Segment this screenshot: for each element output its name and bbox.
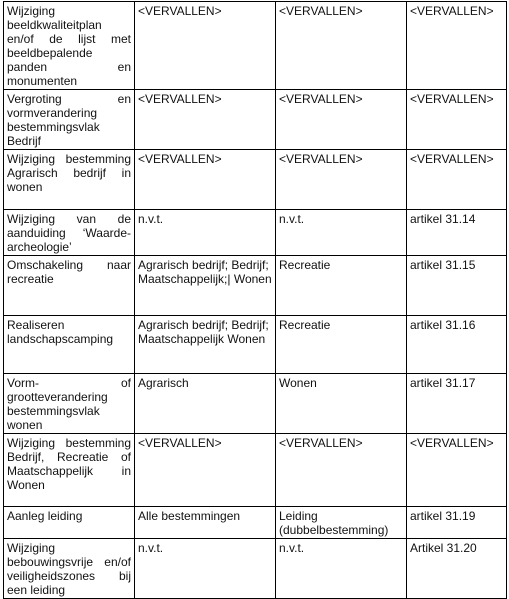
- table-cell-wijziging: Wijziging van de aanduiding ‘Waarde-archeologie’: [4, 210, 135, 256]
- table-cell-wijziging: Wijziging bestemming Agrarisch bedrijf in wonen: [4, 150, 135, 210]
- table-cell-wijziging: Wijziging bestemming Bedrijf, Recreatie of Maatschappelijk in Wonen: [4, 434, 135, 507]
- table-cell-nieuwe-bestemming: n.v.t.: [276, 210, 407, 256]
- table-cell-bestemming: n.v.t.: [135, 210, 276, 256]
- table-cell-wijziging: Vorm- of grootteverandering bestemmingsvlak wonen: [4, 374, 135, 434]
- wijzigingsbevoegdheden-table: [3, 1, 507, 599]
- table-cell-wijziging: Aanleg leiding: [4, 507, 135, 539]
- table-row: [4, 316, 507, 374]
- table-row: [4, 90, 507, 150]
- table-cell-bestemming: <VERVALLEN>: [135, 90, 276, 150]
- table-row: [4, 434, 507, 507]
- table-cell-nieuwe-bestemming: <VERVALLEN>: [276, 2, 407, 90]
- table-cell-bestemming: <VERVALLEN>: [135, 434, 276, 507]
- table-cell-nieuwe-bestemming: <VERVALLEN>: [276, 90, 407, 150]
- table-cell-artikel: Artikel 31.20: [407, 539, 507, 599]
- table-cell-bestemming: <VERVALLEN>: [135, 2, 276, 90]
- table-cell-nieuwe-bestemming: <VERVALLEN>: [276, 150, 407, 210]
- table-cell-artikel: <VERVALLEN>: [407, 2, 507, 90]
- table-row: [4, 256, 507, 316]
- table-cell-nieuwe-bestemming: <VERVALLEN>: [276, 434, 407, 507]
- table-cell-bestemming: Agrarisch: [135, 374, 276, 434]
- table-row: [4, 210, 507, 256]
- table-cell-bestemming: Alle bestemmingen: [135, 507, 276, 539]
- table-cell-artikel: artikel 31.14: [407, 210, 507, 256]
- table-cell-wijziging: Omschakeling naar recreatie: [4, 256, 135, 316]
- table-cell-artikel: <VERVALLEN>: [407, 90, 507, 150]
- table-cell-artikel: artikel 31.19: [407, 507, 507, 539]
- table-cell-artikel: artikel 31.15: [407, 256, 507, 316]
- table-cell-nieuwe-bestemming: Wonen: [276, 374, 407, 434]
- table-cell-wijziging: Wijziging beeldkwaliteitplan en/of de lijst met beeldbepalende panden en monumenten: [4, 2, 135, 90]
- table-row: [4, 539, 507, 599]
- table-cell-nieuwe-bestemming: Recreatie: [276, 316, 407, 374]
- table-cell-wijziging: Realiseren landschapscamping: [4, 316, 135, 374]
- table-row: [4, 374, 507, 434]
- table-cell-wijziging: Wijziging bebouwingsvrije en/of veiligheidszones bij een leiding: [4, 539, 135, 599]
- table-cell-nieuwe-bestemming: Leiding (dubbelbestemming): [276, 507, 407, 539]
- table-cell-bestemming: Agrarisch bedrijf; Bedrijf; Maatschappelijk;| Wonen: [135, 256, 276, 316]
- table-cell-bestemming: n.v.t.: [135, 539, 276, 599]
- table-cell-bestemming: Agrarisch bedrijf; Bedrijf; Maatschappelijk Wonen: [135, 316, 276, 374]
- table-cell-artikel: <VERVALLEN>: [407, 434, 507, 507]
- table-cell-artikel: <VERVALLEN>: [407, 150, 507, 210]
- table-row: [4, 2, 507, 90]
- table-cell-wijziging: Vergroting en vormverandering bestemmingsvlak Bedrijf: [4, 90, 135, 150]
- table-cell-artikel: artikel 31.17: [407, 374, 507, 434]
- table-cell-bestemming: <VERVALLEN>: [135, 150, 276, 210]
- table-row: [4, 507, 507, 539]
- table-cell-artikel: artikel 31.16: [407, 316, 507, 374]
- table-cell-nieuwe-bestemming: Recreatie: [276, 256, 407, 316]
- table-row: [4, 150, 507, 210]
- table-cell-nieuwe-bestemming: n.v.t.: [276, 539, 407, 599]
